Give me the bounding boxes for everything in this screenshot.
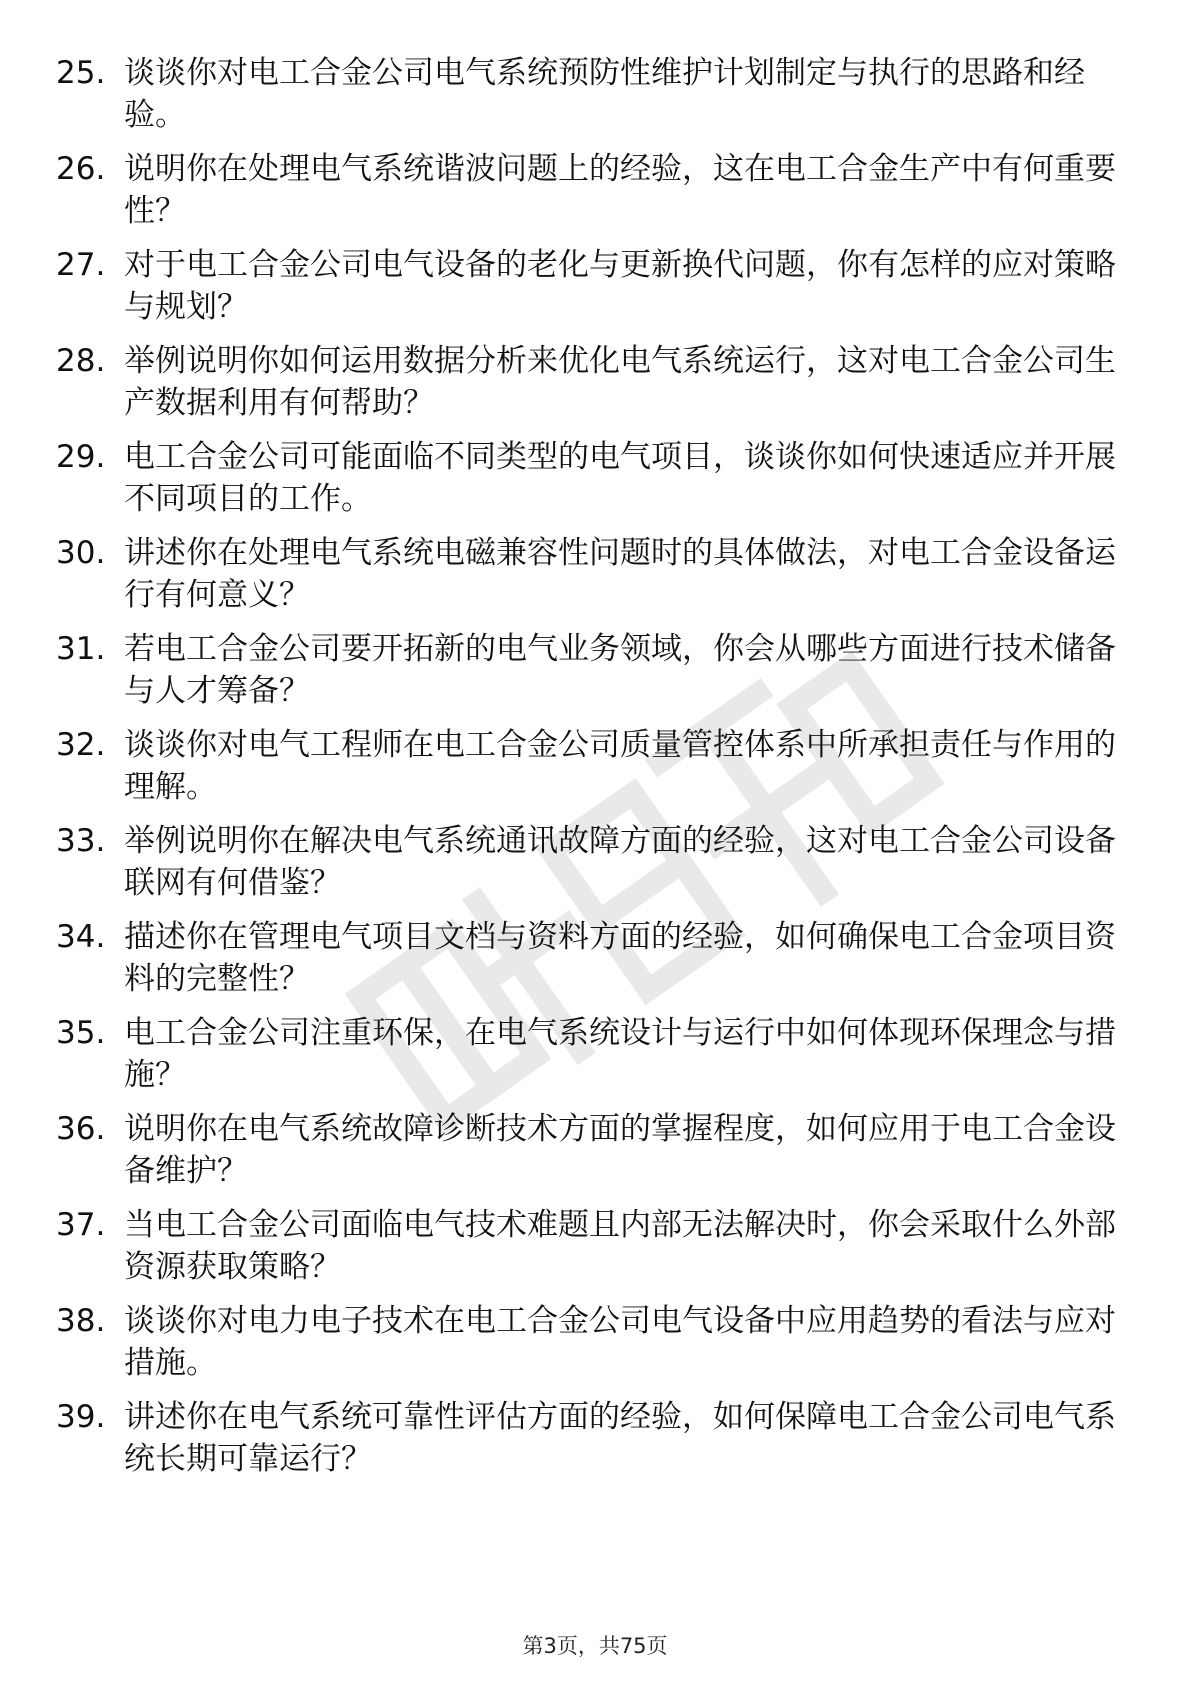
question-text: 讲述你在电气系统可靠性评估方面的经验，如何保障电工合金公司电气系统长期可靠运行？	[124, 1399, 1116, 1477]
question-item	[56, 1108, 1116, 1192]
question-number: 25.	[56, 55, 106, 91]
question-text: 描述你在管理电气项目文档与资料方面的经验，如何确保电工合金项目资料的完整性？	[124, 919, 1116, 997]
page-number-label: 第3页，共75页	[522, 1634, 668, 1658]
question-text: 当电工合金公司面临电气技术难题且内部无法解决时，你会采取什么外部资源获取策略？	[124, 1207, 1116, 1285]
question-text: 讲述你在处理电气系统电磁兼容性问题时的具体做法，对电工合金设备运行有何意义？	[124, 535, 1116, 613]
question-text: 说明你在电气系统故障诊断技术方面的掌握程度，如何应用于电工合金设备维护？	[124, 1111, 1116, 1189]
question-item	[56, 436, 1116, 520]
question-number: 28.	[56, 343, 106, 379]
question-item	[56, 628, 1116, 712]
question-text: 谈谈你对电力电子技术在电工合金公司电气设备中应用趋势的看法与应对措施。	[124, 1303, 1116, 1381]
question-item	[56, 724, 1116, 808]
question-text: 谈谈你对电气工程师在电工合金公司质量管控体系中所承担责任与作用的理解。	[124, 727, 1116, 805]
question-text: 对于电工合金公司电气设备的老化与更新换代问题，你有怎样的应对策略与规划？	[124, 247, 1116, 325]
question-text: 电工合金公司可能面临不同类型的电气项目，谈谈你如何快速适应并开展不同项目的工作。	[124, 439, 1116, 517]
question-list	[56, 52, 1116, 1492]
question-number: 39.	[56, 1399, 106, 1435]
page-footer	[0, 1632, 1190, 1660]
question-text: 举例说明你如何运用数据分析来优化电气系统运行，这对电工合金公司生产数据利用有何帮助？	[124, 343, 1116, 421]
question-number: 33.	[56, 823, 106, 859]
question-item	[56, 820, 1116, 904]
question-number: 32.	[56, 727, 106, 763]
question-item	[56, 532, 1116, 616]
question-item	[56, 1300, 1116, 1384]
question-text: 电工合金公司注重环保，在电气系统设计与运行中如何体现环保理念与措施？	[124, 1015, 1116, 1093]
question-text: 若电工合金公司要开拓新的电气业务领域，你会从哪些方面进行技术储备与人才筹备？	[124, 631, 1116, 709]
question-item	[56, 1204, 1116, 1288]
question-text: 谈谈你对电工合金公司电气系统预防性维护计划制定与执行的思路和经验。	[124, 55, 1085, 133]
question-number: 34.	[56, 919, 106, 955]
question-number: 29.	[56, 439, 106, 475]
question-item	[56, 340, 1116, 424]
question-text: 举例说明你在解决电气系统通讯故障方面的经验，这对电工合金公司设备联网有何借鉴？	[124, 823, 1116, 901]
question-number: 35.	[56, 1015, 106, 1051]
question-number: 26.	[56, 151, 106, 187]
question-item	[56, 916, 1116, 1000]
question-item	[56, 148, 1116, 232]
question-item	[56, 1396, 1116, 1480]
question-item	[56, 52, 1116, 136]
question-number: 38.	[56, 1303, 106, 1339]
question-item	[56, 244, 1116, 328]
question-item	[56, 1012, 1116, 1096]
question-number: 27.	[56, 247, 106, 283]
question-number: 30.	[56, 535, 106, 571]
question-number: 36.	[56, 1111, 106, 1147]
question-number: 37.	[56, 1207, 106, 1243]
question-number: 31.	[56, 631, 106, 667]
question-text: 说明你在处理电气系统谐波问题上的经验，这在电工合金生产中有何重要性？	[124, 151, 1116, 229]
